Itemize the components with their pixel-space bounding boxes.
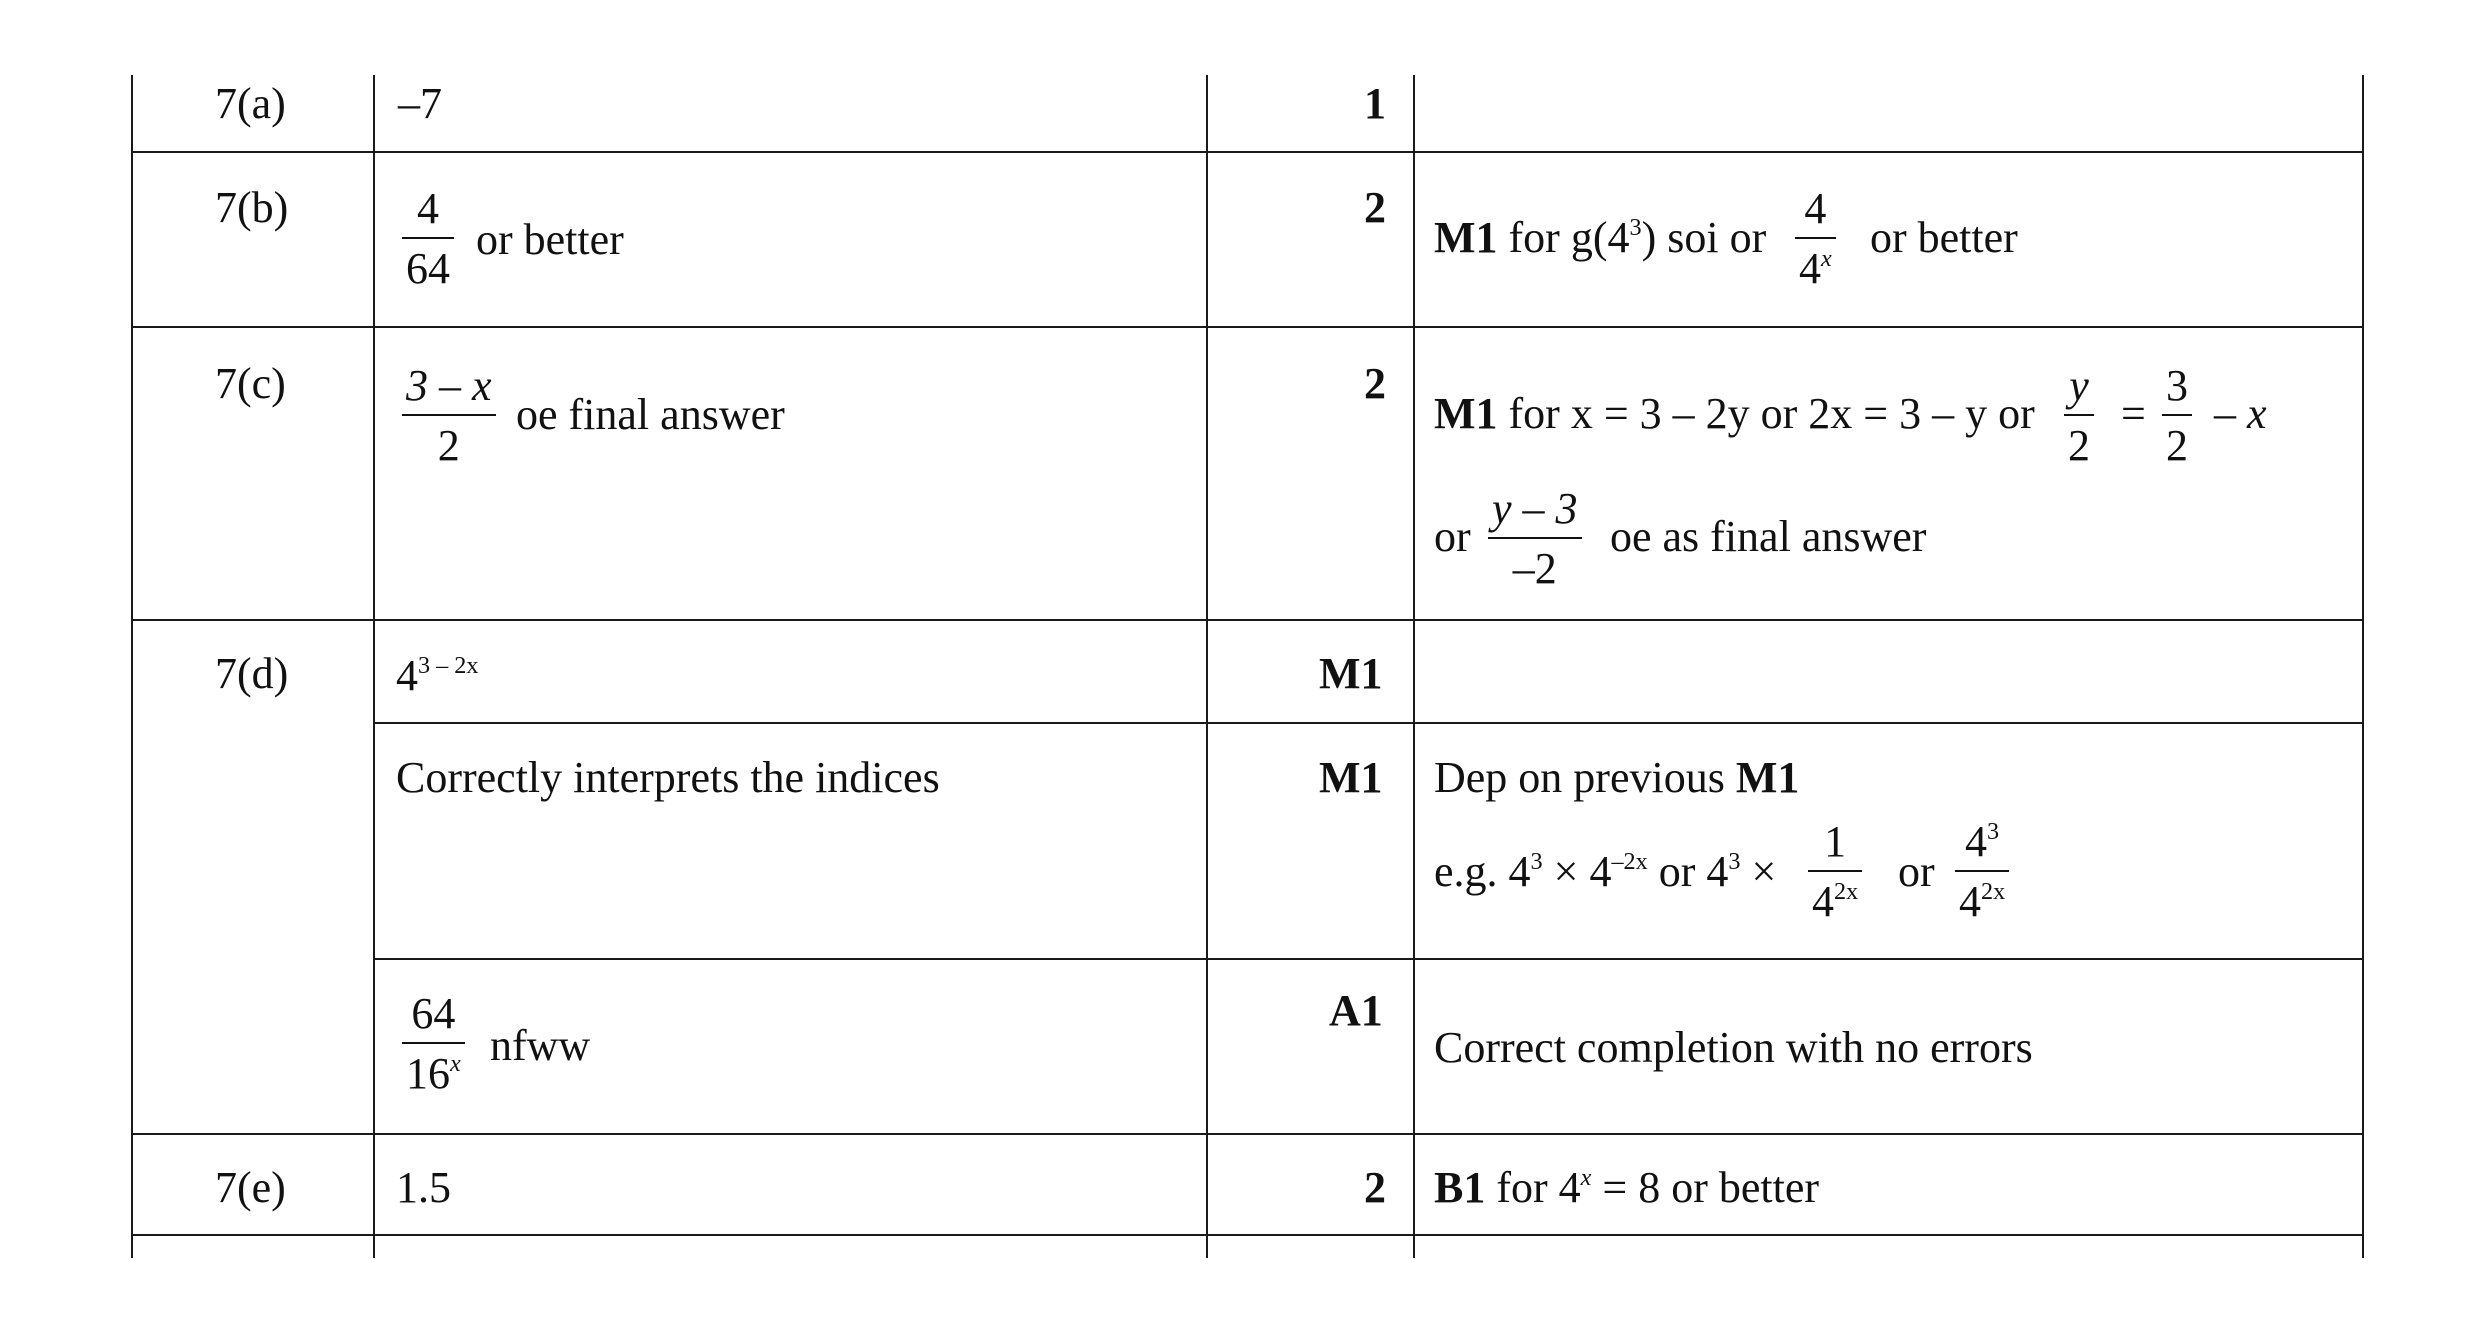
marks-value: 1 — [1364, 79, 1386, 128]
column-divider-marks — [1413, 75, 1415, 1258]
answer-text: –7 — [398, 79, 442, 128]
guidance-text: B1 for $4^x = 8$ or better — [1434, 1163, 1820, 1212]
mark-code: M1 — [1434, 389, 1498, 438]
guidance-suffix: or better — [1870, 213, 2018, 262]
table-border-right — [2362, 75, 2364, 1258]
row-divider — [131, 1133, 2364, 1135]
mark-code: B1 — [1434, 1163, 1486, 1212]
marks-value: M1 — [1319, 753, 1383, 802]
answer-text: $4^{3 - 2x}$ — [396, 651, 479, 700]
row-divider — [131, 1234, 2364, 1236]
guidance-fraction: y 2 — [2064, 364, 2094, 468]
guidance-or: or — [1434, 512, 1471, 561]
guidance-fraction: 3 2 — [2162, 364, 2192, 468]
row-divider — [131, 326, 2364, 328]
mark-code: M1 — [1434, 213, 1498, 262]
guidance-minus-x: – x — [2214, 389, 2267, 438]
guidance-text: M1 for $g(4^3)$ soi or — [1434, 213, 1767, 262]
guidance-fraction: y – 3 –2 — [1488, 487, 1582, 591]
answer-text: Correctly interprets the indices — [396, 753, 940, 802]
marks-value: M1 — [1319, 649, 1383, 698]
fraction-numerator: 3 – x — [406, 361, 492, 410]
question-part: 7(a) — [215, 79, 286, 128]
mark-code: M1 — [1735, 753, 1800, 802]
question-part: 7(c) — [215, 359, 286, 408]
guidance-text: M1 for x = 3 – 2y or 2x = 3 – y or — [1434, 389, 2035, 438]
guidance-or: or — [1898, 847, 1935, 896]
marks-value: 2 — [1364, 1163, 1386, 1212]
equals-sign: = — [2121, 389, 2146, 438]
guidance-text: Dep on previous M1 — [1434, 753, 1800, 802]
table-border-left — [131, 75, 133, 1258]
question-part: 7(d) — [215, 649, 289, 698]
guidance-text: Correct completion with no errors — [1434, 1023, 2033, 1072]
guidance-fraction: $4^3$ $4^{2x}$ — [1955, 820, 2009, 924]
column-divider-part — [373, 75, 375, 1258]
marks-value: 2 — [1364, 183, 1386, 232]
guidance-fraction: 4 4$^x$ — [1795, 187, 1836, 291]
answer-text: 1.5 — [396, 1163, 451, 1212]
question-part: 7(e) — [215, 1163, 286, 1212]
question-part: 7(b) — [215, 183, 289, 232]
fraction-bar — [402, 237, 454, 239]
fraction-numerator: 4 — [417, 184, 439, 233]
subrow-divider — [373, 958, 2364, 960]
subrow-divider — [373, 722, 2364, 724]
row-divider — [131, 151, 2364, 153]
fraction-denominator: 64 — [406, 244, 450, 293]
answer-suffix: nfww — [490, 1021, 591, 1070]
guidance-suffix: oe as final answer — [1610, 512, 1927, 561]
fraction-denominator: 2 — [437, 421, 460, 470]
marks-value: A1 — [1329, 986, 1383, 1035]
row-divider — [131, 619, 2364, 621]
marks-value: 2 — [1364, 359, 1386, 408]
answer-fraction: 64 16$^x$ — [402, 992, 465, 1096]
guidance-fraction: 1 $4^{2x}$ — [1808, 820, 1862, 924]
answer-suffix: oe final answer — [516, 390, 785, 439]
guidance-example: e.g. $4^3 \times 4^{-2x}$ or $4^3$ × — [1434, 847, 1777, 896]
answer-fraction — [402, 361, 496, 470]
answer-fraction — [402, 184, 454, 293]
answer-suffix: or better — [476, 215, 624, 264]
column-divider-answer — [1206, 75, 1208, 1258]
